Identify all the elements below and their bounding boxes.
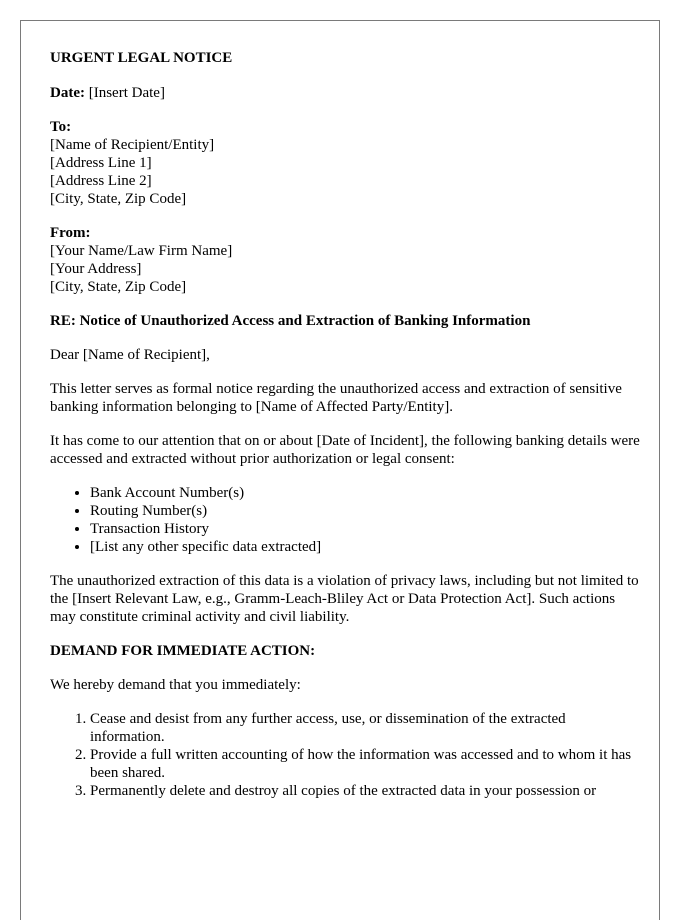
demand-heading: DEMAND FOR IMMEDIATE ACTION: bbox=[50, 643, 316, 659]
list-item: • Routing Number(s) bbox=[90, 502, 640, 520]
list-item: 3. Permanently delete and destroy all copies of the extracted data in your possession or bbox=[90, 782, 640, 800]
from-label: From: bbox=[50, 225, 91, 241]
re-line: RE: Notice of Unauthorized Access and Extraction of Banking Information bbox=[50, 313, 531, 329]
date-value: [Insert Date] bbox=[84, 85, 165, 101]
to-line: [City, State, Zip Code] bbox=[50, 191, 187, 207]
extracted-data-list bbox=[50, 484, 640, 556]
list-item: 2. Provide a full written accounting of how the information was accessed and to whom it has been shared. bbox=[90, 746, 640, 782]
demand-intro: We hereby demand that you immediately: bbox=[50, 677, 301, 693]
salutation: Dear [Name of Recipient], bbox=[50, 347, 210, 363]
list-item: • Transaction History bbox=[90, 520, 640, 538]
date-line bbox=[50, 84, 640, 102]
list-item: 1. Cease and desist from any further access, use, or dissemination of the extracted information. bbox=[90, 710, 640, 746]
demands-list bbox=[50, 710, 640, 800]
to-line: [Address Line 2] bbox=[50, 173, 152, 189]
list-item: • Bank Account Number(s) bbox=[90, 484, 640, 502]
from-line: [Your Name/Law Firm Name] bbox=[50, 243, 233, 259]
from-line: [City, State, Zip Code] bbox=[50, 279, 187, 295]
notice-body bbox=[50, 49, 640, 816]
to-block bbox=[50, 118, 640, 208]
from-block bbox=[50, 224, 640, 296]
date-label: Date: bbox=[50, 85, 85, 101]
list-item: • [List any other specific data extracted] bbox=[90, 538, 640, 556]
to-label: To: bbox=[50, 119, 72, 135]
paragraph-violation: The unauthorized extraction of this data is a violation of privacy laws, including but not limited to the [Insert Relevant Law, e.g., Gramm-Leach-Bliley Act or Data Protection Act]. Such actions may constitute criminal activity and civil liability. bbox=[50, 573, 639, 625]
paragraph-incident: It has come to our attention that on or about [Date of Incident], the following banking details were accessed and extracted without prior authorization or legal consent: bbox=[50, 433, 640, 467]
paragraph-intro: This letter serves as formal notice regarding the unauthorized access and extraction of sensitive banking information belonging to [Name of Affected Party/Entity]. bbox=[50, 381, 622, 415]
to-line: [Address Line 1] bbox=[50, 155, 152, 171]
notice-title: URGENT LEGAL NOTICE bbox=[50, 50, 233, 66]
document-page bbox=[20, 20, 660, 920]
from-line: [Your Address] bbox=[50, 261, 142, 277]
to-line: [Name of Recipient/Entity] bbox=[50, 137, 215, 153]
